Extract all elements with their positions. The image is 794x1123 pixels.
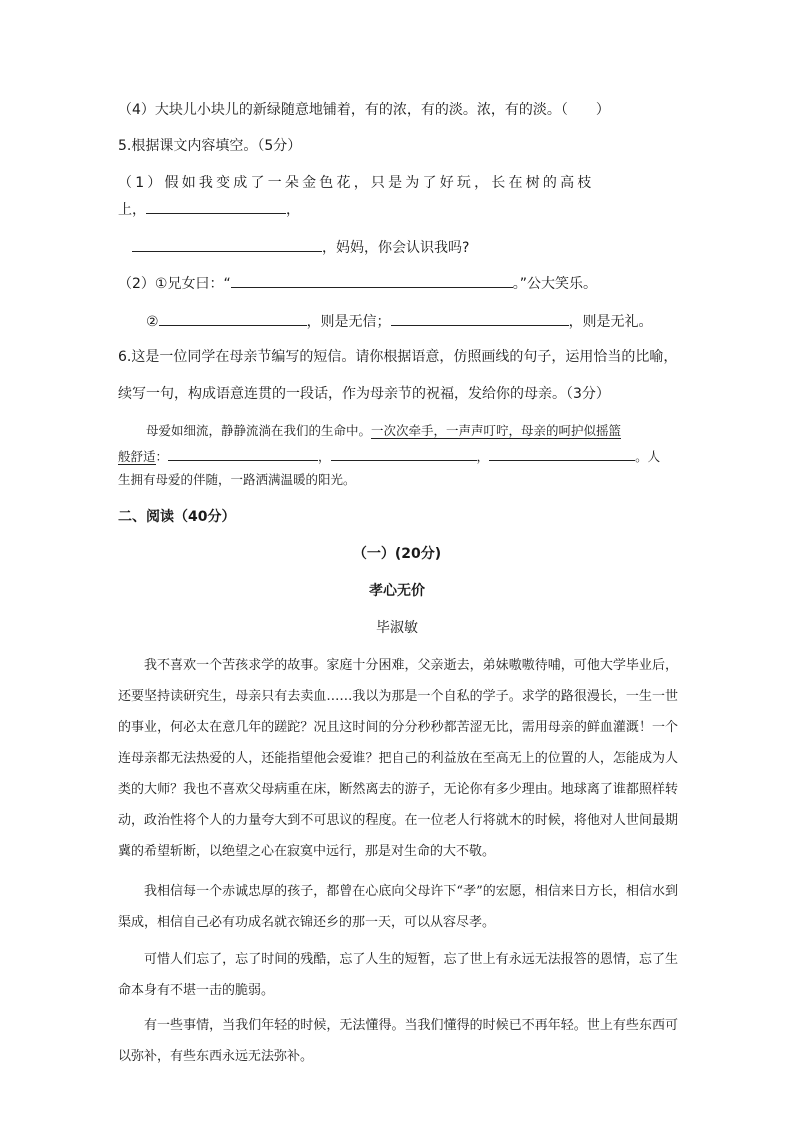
q6-line2 bbox=[118, 384, 610, 404]
q6-sample-line3-text: 生拥有母爱的伴随，一路洒满温暖的阳光。 bbox=[118, 472, 356, 487]
q5-title-text: 5.根据课文内容填空。（5分） bbox=[118, 138, 302, 154]
q5-item2-prefix: （2）①兄女曰：“ bbox=[118, 276, 231, 292]
answer-blank[interactable] bbox=[231, 273, 513, 288]
section2-subsection-text: （一）(20分) bbox=[352, 546, 442, 562]
article-paragraph: 可惜人们忘了，忘了时间的残酷，忘了人生的短暂，忘了世上有永远无法报答的恩情，忘了生命本身有不堪一击的脆弱。 bbox=[118, 952, 678, 998]
article-paragraph: 我不喜欢一个苦孩求学的故事。家庭十分困难，父亲逝去，弟妹嗷嗷待哺，可他大学毕业后，还要坚持读研究生，母亲只有去卖血……我以为那是一个自私的学子。求学的路很漫长，一生一世的事业，何必太在意几年的蹉跎？况且这时间的分分秒秒都苦涩无比，需用母亲的鲜血灌溉！一个连母亲都无法热爱的人，还能指望他会爱谁？把自己的利益放在至高无上的位置的人，怎能成为人类的大师？我也不喜欢父母病重在床，断然离去的游子，无论你有多少理由。地球离了谁都照样转动，政治性将个人的力量夸大到不可思议的程度。在一位老人行将就木的时候，将他对人世间最期冀的希望斩断，以绝望之心在寂寞中远行，那是对生命的大不敬。 bbox=[118, 658, 678, 859]
q6-sample-line3 bbox=[118, 470, 356, 490]
q5-item3 bbox=[146, 311, 653, 332]
article-paragraph: 有一些事情，当我们年轻的时候，无法懂得。当我们懂得的时候已不再年轻。世上有些东西可以弥补，有些东西永远无法弥补。 bbox=[118, 1018, 678, 1064]
q6-sample-comma: ， bbox=[318, 449, 331, 464]
answer-blank[interactable] bbox=[132, 237, 322, 252]
answer-blank[interactable] bbox=[159, 311, 307, 326]
q5-item2 bbox=[118, 273, 597, 294]
answer-blank[interactable] bbox=[489, 446, 635, 461]
answer-blank[interactable] bbox=[391, 311, 569, 326]
q5-item2-suffix: 。”公大笑乐。 bbox=[512, 276, 597, 292]
q5-item1-text: （1）假如我变成了一朵金色花，只是为了好玩，长在树的高枝 bbox=[118, 175, 595, 191]
q6-line2-text: 续写一句，构成语意连贯的一段话，作为母亲节的祝福，发给你的母亲。（3分） bbox=[118, 386, 610, 402]
q6-sample-underlined-end: 般舒适 bbox=[118, 449, 156, 464]
q5-item1-prefix: 上， bbox=[118, 202, 146, 218]
q6-sample-end: 。人 bbox=[635, 449, 661, 464]
q6-sample-line1 bbox=[146, 421, 621, 441]
q5-title bbox=[118, 136, 301, 156]
answer-blank[interactable] bbox=[168, 446, 318, 461]
q6-sample-colon: ： bbox=[155, 449, 169, 464]
q5-item1-line1 bbox=[118, 173, 595, 193]
article-title bbox=[0, 581, 794, 601]
q6-sample-start: 母爱如细流，静静流淌在我们的生命中。 bbox=[146, 423, 372, 438]
article-author-text: 毕淑敏 bbox=[376, 620, 418, 636]
q5-item1-line2 bbox=[118, 199, 300, 220]
q5-item3-mid: ，则是无信； bbox=[306, 314, 391, 330]
article-title-text: 孝心无价 bbox=[369, 583, 425, 599]
q6-line1 bbox=[118, 347, 677, 367]
answer-blank[interactable] bbox=[146, 199, 286, 214]
q6-sample-underlined: 一次次牵手，一声声叮咛，母亲的呵护似摇篮 bbox=[371, 423, 622, 438]
article-author bbox=[0, 618, 794, 638]
q5-item1-line3-suffix: ，妈妈，你会认识我吗? bbox=[322, 240, 470, 256]
q6-sample-comma: ， bbox=[476, 449, 490, 464]
article-paragraph: 我相信每一个赤诚忠厚的孩子，都曾在心底向父母许下“孝”的宏愿，相信来日方长，相信水到渠成，相信自己必有功成名就衣锦还乡的那一天，可以从容尽孝。 bbox=[118, 884, 678, 930]
q5-item3-suffix: ，则是无礼。 bbox=[568, 314, 653, 330]
section2-title-text: 二、阅读（40分） bbox=[118, 509, 236, 525]
q4-item bbox=[118, 100, 610, 120]
q5-item1-suffix: ， bbox=[286, 202, 300, 218]
answer-blank[interactable] bbox=[331, 446, 477, 461]
q6-sample-line2 bbox=[118, 446, 660, 467]
section2-title bbox=[118, 507, 235, 527]
q5-item3-prefix: ② bbox=[146, 314, 159, 330]
q5-item1-line3 bbox=[132, 237, 469, 258]
q4-item-text: （4）大块儿小块儿的新绿随意地铺着，有的浓，有的淡。浓，有的淡。（ ） bbox=[118, 102, 610, 118]
section2-subsection bbox=[0, 544, 794, 564]
q6-line1-text: 6.这是一位同学在母亲节编写的短信。请你根据语意，仿照画线的句子，运用恰当的比喻， bbox=[118, 349, 678, 365]
